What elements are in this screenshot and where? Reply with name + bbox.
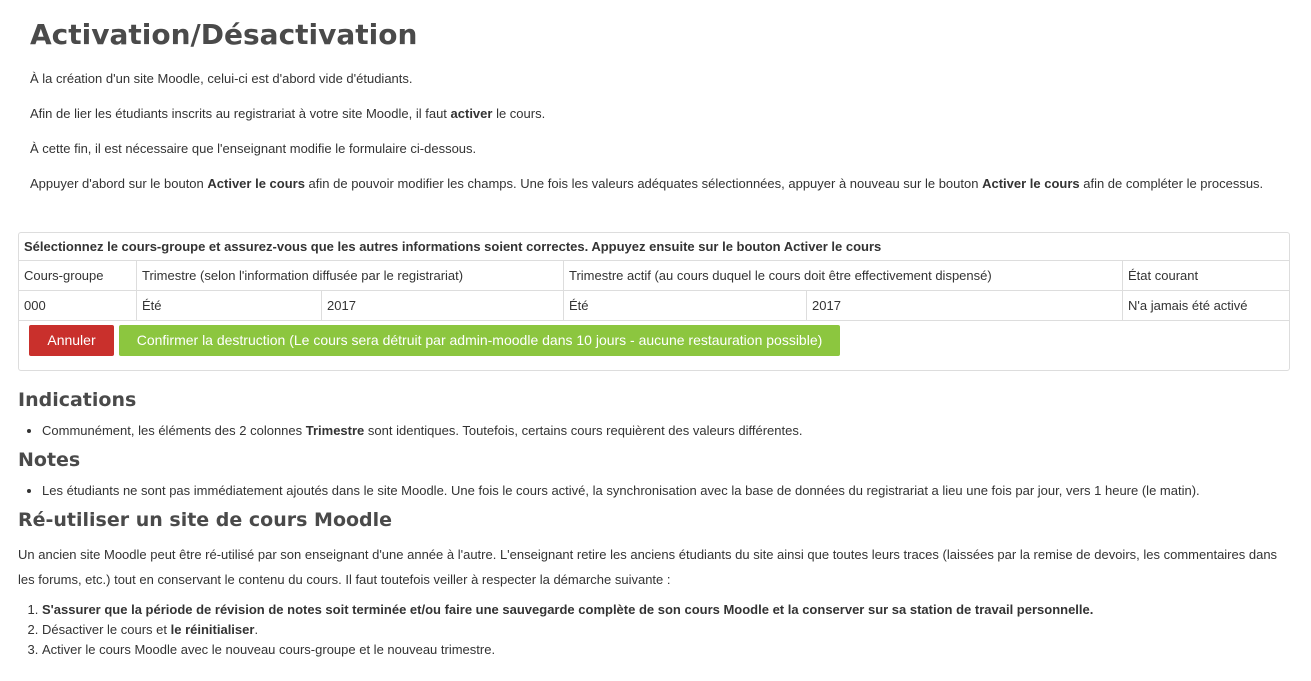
indications-text-b: sont identiques. Toutefois, certains cours requièrent des valeurs différentes. — [364, 423, 803, 438]
trimestre-actif-annee-value[interactable]: 2017 — [806, 291, 1122, 320]
reuse-step-2-bold: le réinitialiser — [170, 622, 255, 637]
intro-p4-text-b: afin de pouvoir modifier les champs. Une fois les valeurs adéquates sélectionnées, appuyer à nouveau sur le bouton — [304, 176, 983, 191]
trimestre-actif-saison-value[interactable]: Été — [563, 291, 806, 320]
form-header-row — [19, 261, 1289, 291]
reuse-step-2 — [42, 620, 1093, 640]
indications-bold: Trimestre — [305, 423, 365, 438]
reuse-step-3: 3. Activer le cours Moodle avec le nouveau cours-groupe et le nouveau trimestre. — [42, 640, 1093, 660]
indications-item — [42, 421, 802, 441]
indications-heading: Indications — [18, 389, 137, 411]
reuse-description — [18, 542, 1288, 592]
form-heading: Sélectionnez le cours-groupe et assurez-vous que les autres informations soient correctes. Appuyez ensuite sur le bouton Activer le cours — [19, 233, 1289, 261]
intro-p4-text-c: afin de compléter le processus. — [1079, 176, 1264, 191]
cancel-button[interactable]: Annuler — [29, 325, 114, 356]
trimestre-annee-value[interactable]: 2017 — [321, 291, 563, 320]
col-header-etat: État courant — [1122, 261, 1289, 290]
notes-item: • Les étudiants ne sont pas immédiatement ajoutés dans le site Moodle. Une fois le cours activé, la synchronisation avec la base de données du registrariat a lieu une fois par jour, vers 1 heure (le matin). — [42, 481, 1200, 501]
intro-p4-bold-a: Activer le cours — [207, 176, 305, 191]
reuse-step-2-text-a: Désactiver le cours et — [42, 622, 171, 637]
intro-p4-bold-b: Activer le cours — [982, 176, 1080, 191]
reuse-heading: Ré-utiliser un site de cours Moodle — [18, 509, 393, 531]
confirm-destruction-button[interactable]: Confirmer la destruction (Le cours sera détruit par admin-moodle dans 10 jours - aucune restauration possible) — [119, 325, 840, 356]
col-header-cours-groupe: Cours-groupe — [24, 268, 104, 283]
indications-list — [42, 421, 802, 441]
cours-groupe-value[interactable]: 000 — [24, 298, 46, 313]
indications-text-a: Communément, les éléments des 2 colonnes — [42, 423, 306, 438]
col-header-trimestre-actif: Trimestre actif (au cours duquel le cours doit être effectivement dispensé) — [563, 261, 1122, 290]
intro-p4-text-a: Appuyer d'abord sur le bouton — [30, 176, 208, 191]
intro-paragraph-4 — [30, 176, 1263, 192]
reuse-step-1-text: S'assurer que la période de révision de notes soit terminée et/ou faire une sauvegarde complète de son cours Moodle et la conserver sur sa station de travail personnelle. — [42, 602, 1094, 617]
col-header-trimestre: Trimestre (selon l'information diffusée par le registrariat) — [136, 261, 563, 290]
reuse-text-line-2: les forums, etc.) tout en conservant le contenu du cours. Il faut toutefois veiller à respecter la démarche suivante : — [18, 572, 671, 587]
etat-courant-value: N'a jamais été activé — [1122, 291, 1289, 320]
intro-p2-bold: activer — [450, 106, 493, 121]
trimestre-saison-value[interactable]: Été — [136, 291, 321, 320]
reuse-text-line-1: Un ancien site Moodle peut être ré-utilisé par son enseignant d'une année à l'autre. L'enseignant retire les anciens étudiants du site ainsi que toutes leurs traces (laissées par la remise de devoirs, les commentaires dans — [18, 547, 1278, 562]
intro-paragraph-3: À cette fin, il est nécessaire que l'enseignant modifie le formulaire ci-dessous. — [30, 141, 477, 156]
intro-paragraph-2 — [30, 106, 545, 122]
intro-p2-text: Afin de lier les étudiants inscrits au registrariat à votre site Moodle, il faut — [30, 106, 451, 121]
reuse-steps — [42, 600, 1093, 660]
activation-form-panel — [18, 232, 1290, 371]
reuse-step-2-text-b: . — [254, 622, 259, 637]
reuse-step-1 — [42, 600, 1093, 620]
notes-heading: Notes — [18, 449, 81, 471]
intro-p2-end: le cours. — [492, 106, 546, 121]
intro-paragraph-1: À la création d'un site Moodle, celui-ci est d'abord vide d'étudiants. — [30, 71, 413, 86]
notes-list — [42, 481, 1200, 501]
page-title: Activation/Désactivation — [30, 18, 418, 51]
form-data-row — [19, 291, 1289, 321]
